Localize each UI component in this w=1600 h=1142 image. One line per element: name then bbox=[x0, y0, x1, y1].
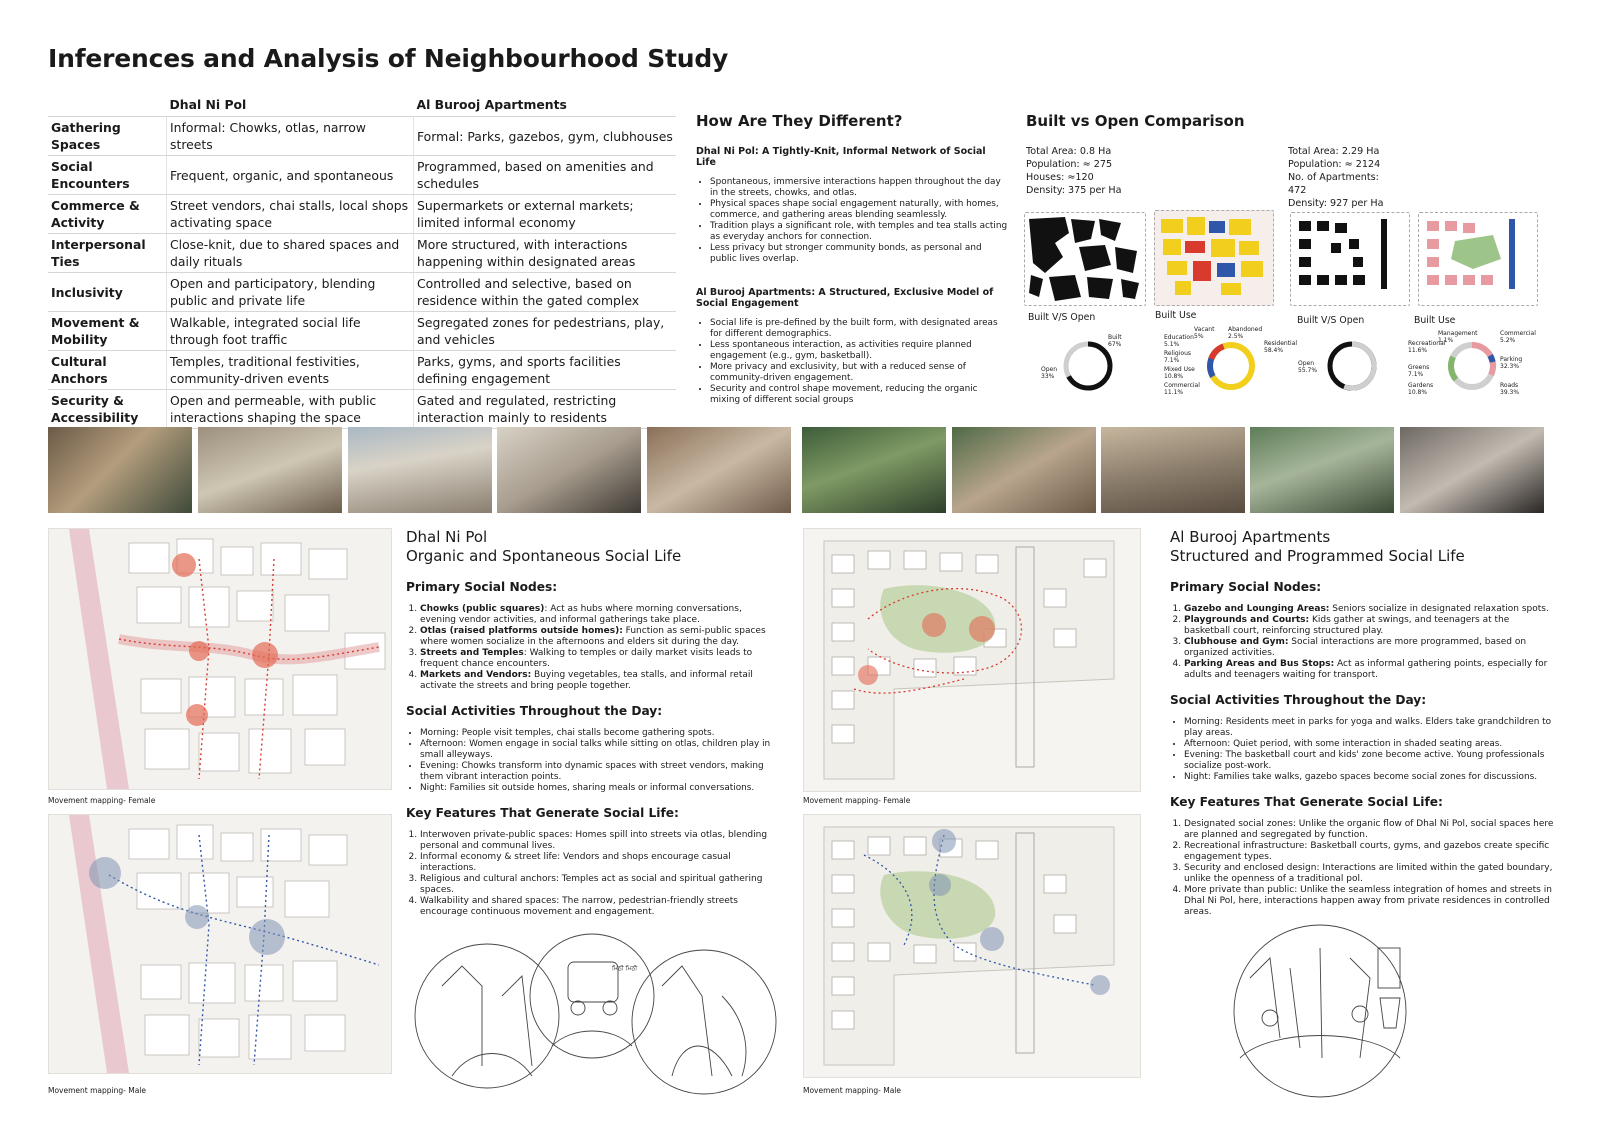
list-item: 1. Designated social zones: Unlike the organic flow of Dhal Ni Pol, social spaces here are planned and segregated by function. bbox=[1184, 819, 1554, 841]
list-item: 4. More private than public: Unlike the seamless integration of homes and streets in Dhal Ni Pol, here, interactions happen away from private residences in controlled areas. bbox=[1184, 885, 1554, 918]
stat-apartments-count: 472 bbox=[1288, 185, 1307, 196]
list-item: 2. Informal economy & street life: Vendors and shops encourage casual interactions. bbox=[420, 852, 776, 874]
node-desc: Seniors socialize in designated relaxation spots. bbox=[1329, 604, 1549, 614]
table-header-dhal: Dhal Ni Pol bbox=[167, 92, 414, 117]
dhal-nodes-list bbox=[406, 604, 776, 692]
photo-otla-elders bbox=[647, 427, 791, 513]
cell-burooj: More structured, with interactions happening within designated areas bbox=[414, 234, 677, 273]
row-label: Inclusivity bbox=[48, 273, 167, 312]
list-item: • More privacy and exclusivity, but with a reduced sense of community-driven engagement. bbox=[710, 362, 1008, 384]
node-term: Markets and Vendors: bbox=[420, 670, 532, 680]
table-row bbox=[48, 312, 676, 351]
photo-pol-houses bbox=[198, 427, 342, 513]
list-item: 2. Recreational infrastructure: Basketball courts, gyms, and gazebos create specific engagement types. bbox=[1184, 841, 1554, 863]
cell-dhal: Open and permeable, with public interactions shaping the space bbox=[167, 390, 414, 429]
comparison-table bbox=[48, 92, 676, 429]
dhal-built-pct: Built 67% bbox=[1108, 334, 1122, 348]
cell-burooj: Controlled and selective, based on residence within the gated complex bbox=[414, 273, 677, 312]
burooj-subheading: Al Burooj Apartments: A Structured, Exclusive Model of Social Engagement bbox=[696, 287, 994, 309]
use-greens: Greens 7.1% bbox=[1408, 364, 1430, 378]
table-row bbox=[48, 273, 676, 312]
use-commercial: Commercial 11.1% bbox=[1164, 382, 1200, 396]
stat-houses: Houses: ≈120 bbox=[1026, 172, 1094, 183]
dhal-male-movement-map bbox=[48, 814, 392, 1074]
photo-chowk bbox=[348, 427, 492, 513]
dhal-text-panel bbox=[406, 528, 776, 918]
cell-burooj: Formal: Parks, gazebos, gym, clubhouses bbox=[414, 117, 677, 156]
burooj-subtitle: Structured and Programmed Social Life bbox=[1170, 547, 1465, 565]
dhal-title: Dhal Ni Pol bbox=[406, 528, 488, 546]
list-item bbox=[420, 648, 776, 670]
row-label: Gathering Spaces bbox=[48, 117, 167, 156]
list-item bbox=[420, 670, 776, 692]
use-vacant: Vacant 5% bbox=[1194, 326, 1215, 340]
sketch-sign: ਮਿਠੀ ਮਿਠੀ bbox=[612, 965, 638, 972]
burooj-built-open-donut bbox=[1324, 338, 1380, 394]
burooj-figure-ground-map bbox=[1290, 212, 1410, 306]
list-item: • Social life is pre-defined by the built form, with designated areas for different demographics. bbox=[710, 318, 1008, 340]
cell-dhal: Informal: Chowks, otlas, narrow streets bbox=[167, 117, 414, 156]
table-header-blank bbox=[48, 92, 167, 117]
node-term: Chowks (public squares) bbox=[420, 604, 545, 614]
burooj-nodes-heading: Primary Social Nodes: bbox=[1170, 580, 1322, 594]
cell-burooj: Segregated zones for pedestrians, play, and vehicles bbox=[414, 312, 677, 351]
use-mixed: Mixed Use 10.8% bbox=[1164, 366, 1195, 380]
node-desc: Act as informal gathering points, especially for adults and teenagers waiting for transport. bbox=[1184, 659, 1548, 680]
burooj-male-movement-map bbox=[803, 814, 1141, 1078]
dhal-open-pct: Open 33% bbox=[1041, 366, 1058, 380]
list-item: • Evening: The basketball court and kids' zone become active. Young professionals socialize post-work. bbox=[1184, 750, 1554, 772]
cell-dhal: Close-knit, due to shared spaces and daily rituals bbox=[167, 234, 414, 273]
list-item: • Night: Families sit outside homes, sharing meals or informal conversations. bbox=[420, 783, 776, 794]
row-label: Interpersonal Ties bbox=[48, 234, 167, 273]
list-item: • Evening: Chowks transform into dynamic spaces with street vendors, making them vibrant interaction points. bbox=[420, 761, 776, 783]
list-item bbox=[1184, 604, 1554, 615]
list-item: • Physical spaces shape social engagement naturally, with homes, commerce, and gathering areas blending seamlessly. bbox=[710, 199, 1008, 221]
burooj-built-use-map bbox=[1418, 212, 1538, 306]
burooj-built-use-donut bbox=[1444, 338, 1500, 394]
cell-burooj: Programmed, based on amenities and schedules bbox=[414, 156, 677, 195]
row-label: Security & Accessibility bbox=[48, 390, 167, 429]
photo-gathering bbox=[952, 427, 1096, 513]
row-label: Cultural Anchors bbox=[48, 351, 167, 390]
list-item: • Afternoon: Quiet period, with some interaction in shaded seating areas. bbox=[1184, 739, 1554, 750]
row-label: Social Encounters bbox=[48, 156, 167, 195]
use-parking: Parking 32.3% bbox=[1500, 356, 1523, 370]
burooj-title: Al Burooj Apartments bbox=[1170, 528, 1331, 546]
burooj-female-caption: Movement mapping- Female bbox=[803, 796, 911, 805]
dhal-builtopen-label: Built V/S Open bbox=[1028, 312, 1096, 323]
difference-heading: How Are They Different? bbox=[696, 112, 903, 130]
dhal-female-movement-map bbox=[48, 528, 392, 790]
use-abandoned: Abandoned 2.5% bbox=[1228, 326, 1263, 340]
use-religious: Religious 7.1% bbox=[1164, 350, 1191, 364]
list-item: 1. Interwoven private-public spaces: Homes spill into streets via otlas, blending personal and communal lives. bbox=[420, 830, 776, 852]
node-desc: Buying vegetables, tea stalls, and informal retail activate the streets and bring people together. bbox=[420, 670, 753, 691]
node-term: Playgrounds and Courts: bbox=[1184, 615, 1310, 625]
node-desc: : Walking to temples or daily market visits leads to frequent chance encounters. bbox=[420, 648, 753, 669]
dhal-keys-heading: Key Features That Generate Social Life: bbox=[406, 806, 679, 820]
node-desc: Function as semi-public spaces where women socialize in the afternoons and elders sit during the day. bbox=[420, 626, 766, 647]
cell-dhal: Street vendors, chai stalls, local shops activating space bbox=[167, 195, 414, 234]
cell-dhal: Open and participatory, blending public and private life bbox=[167, 273, 414, 312]
stat-apartments: No. of Apartments: bbox=[1288, 172, 1379, 183]
dhal-builtuse-label: Built Use bbox=[1155, 310, 1197, 321]
dhal-male-caption: Movement mapping- Male bbox=[48, 1086, 146, 1095]
cell-burooj: Parks, gyms, and sports facilities defining engagement bbox=[414, 351, 677, 390]
row-label: Movement & Mobility bbox=[48, 312, 167, 351]
list-item bbox=[1184, 659, 1554, 681]
cell-dhal: Temples, traditional festivities, community-driven events bbox=[167, 351, 414, 390]
node-desc: : Act as hubs where morning conversations, evening vendor activities, and informal gatherings take place. bbox=[420, 604, 742, 625]
list-item: • Tradition plays a significant role, with temples and tea stalls acting as everyday anchors for connection. bbox=[710, 221, 1008, 243]
burooj-male-caption: Movement mapping- Male bbox=[803, 1086, 901, 1095]
burooj-activities-heading: Social Activities Throughout the Day: bbox=[1170, 693, 1427, 707]
photo-doorway bbox=[497, 427, 641, 513]
dhal-stats bbox=[1026, 145, 1122, 197]
node-term: Parking Areas and Bus Stops: bbox=[1184, 659, 1335, 669]
list-item bbox=[1184, 615, 1554, 637]
node-term: Clubhouse and Gym: bbox=[1184, 637, 1289, 647]
use-roads: Roads 39.3% bbox=[1500, 382, 1520, 396]
node-term: Otlas (raised platforms outside homes): bbox=[420, 626, 623, 636]
photo-tower-event bbox=[1101, 427, 1245, 513]
photo-garden bbox=[1250, 427, 1394, 513]
stat-area: Total Area: 2.29 Ha bbox=[1288, 146, 1380, 157]
built-open-heading: Built vs Open Comparison bbox=[1026, 112, 1245, 130]
stat-area: Total Area: 0.8 Ha bbox=[1026, 146, 1112, 157]
dhal-keys-list bbox=[406, 830, 776, 918]
use-education: Education 5.1% bbox=[1164, 334, 1194, 348]
burooj-keys-list bbox=[1170, 819, 1554, 918]
list-item: 3. Security and enclosed design: Interactions are limited within the gated boundary, unlike the openness of a traditional pol. bbox=[1184, 863, 1554, 885]
use-recreational: Recreational 11.6% bbox=[1408, 340, 1446, 354]
cell-burooj: Supermarkets or external markets; limited informal economy bbox=[414, 195, 677, 234]
use-residential: Residential 58.4% bbox=[1264, 340, 1298, 354]
dhal-nodes-heading: Primary Social Nodes: bbox=[406, 580, 558, 594]
table-row bbox=[48, 351, 676, 390]
page-title: Inferences and Analysis of Neighbourhood Study bbox=[48, 44, 729, 73]
list-item: • Security and control shape movement, reducing the organic mixing of different social groups bbox=[710, 384, 1008, 406]
stat-population: Population: ≈ 275 bbox=[1026, 159, 1113, 170]
burooj-female-movement-map bbox=[803, 528, 1141, 792]
burooj-builtuse-label: Built Use bbox=[1414, 315, 1456, 326]
dhal-points bbox=[696, 177, 1008, 265]
use-gardens: Gardens 10.8% bbox=[1408, 382, 1434, 396]
burooj-activities-list bbox=[1170, 717, 1554, 783]
photo-park-seating bbox=[802, 427, 946, 513]
list-item: 3. Religious and cultural anchors: Temples act as social and spiritual gathering spaces. bbox=[420, 874, 776, 896]
dhal-subheading: Dhal Ni Pol: A Tightly-Knit, Informal Network of Social Life bbox=[696, 146, 986, 168]
list-item: • Less privacy but stronger community bonds, as personal and public lives overlap. bbox=[710, 243, 1008, 265]
node-desc: Kids gather at swings, and teenagers at the basketball court, reinforcing structured play. bbox=[1184, 615, 1510, 636]
burooj-open-pct: Open 55.7% bbox=[1298, 360, 1318, 374]
table-row bbox=[48, 117, 676, 156]
list-item: • Afternoon: Women engage in social talks while sitting on otlas, children play in small alleyways. bbox=[420, 739, 776, 761]
list-item bbox=[1184, 637, 1554, 659]
photo-carrom bbox=[1400, 427, 1544, 513]
table-header-burooj: Al Burooj Apartments bbox=[414, 92, 677, 117]
table-row bbox=[48, 195, 676, 234]
dhal-built-use-map bbox=[1154, 210, 1274, 306]
dhal-activities-list bbox=[406, 728, 776, 794]
cell-burooj: Gated and regulated, restricting interaction mainly to residents bbox=[414, 390, 677, 429]
burooj-nodes-list bbox=[1170, 604, 1554, 681]
dhal-subtitle: Organic and Spontaneous Social Life bbox=[406, 547, 682, 565]
row-label: Commerce & Activity bbox=[48, 195, 167, 234]
list-item: • Night: Families take walks, gazebo spaces become social zones for discussions. bbox=[1184, 772, 1554, 783]
burooj-keys-heading: Key Features That Generate Social Life: bbox=[1170, 795, 1443, 809]
node-desc: Social interactions are more programmed, based on organized activities. bbox=[1184, 637, 1527, 658]
stat-population: Population: ≈ 2124 bbox=[1288, 159, 1381, 170]
table-row bbox=[48, 234, 676, 273]
stat-density: Density: 375 per Ha bbox=[1026, 185, 1122, 196]
difference-section bbox=[696, 112, 1008, 406]
dhal-built-use-donut bbox=[1203, 338, 1259, 394]
node-term: Streets and Temples bbox=[420, 648, 524, 658]
list-item: • Spontaneous, immersive interactions happen throughout the day in the streets, chowks, and otlas. bbox=[710, 177, 1008, 199]
stat-density: Density: 927 per Ha bbox=[1288, 198, 1384, 209]
photo-street-stall bbox=[48, 427, 192, 513]
node-term: Gazebo and Lounging Areas: bbox=[1184, 604, 1330, 614]
cell-dhal: Frequent, organic, and spontaneous bbox=[167, 156, 414, 195]
list-item: • Morning: Residents meet in parks for yoga and walks. Elders take grandchildren to play areas. bbox=[1184, 717, 1554, 739]
use-commercial-b: Commercial 5.2% bbox=[1500, 330, 1536, 344]
burooj-points bbox=[696, 318, 1008, 406]
burooj-stats bbox=[1288, 145, 1384, 210]
dhal-activities-heading: Social Activities Throughout the Day: bbox=[406, 704, 663, 718]
burooj-text-panel bbox=[1170, 528, 1554, 918]
table-row bbox=[48, 390, 676, 429]
burooj-builtopen-label: Built V/S Open bbox=[1297, 315, 1365, 326]
list-item bbox=[420, 604, 776, 626]
table-header-row bbox=[48, 92, 676, 117]
list-item: 4. Walkability and shared spaces: The narrow, pedestrian-friendly streets encourage continuous movement and engagement. bbox=[420, 896, 776, 918]
cell-dhal: Walkable, integrated social life through foot traffic bbox=[167, 312, 414, 351]
use-management: Management 1.1% bbox=[1438, 330, 1478, 344]
list-item bbox=[420, 626, 776, 648]
list-item: • Less spontaneous interaction, as activities require planned engagement (e.g., gym, basketball). bbox=[710, 340, 1008, 362]
list-item: • Morning: People visit temples, chai stalls become gathering spots. bbox=[420, 728, 776, 739]
table-row bbox=[48, 156, 676, 195]
dhal-figure-ground-map bbox=[1024, 212, 1146, 306]
burooj-park-sketch bbox=[1210, 918, 1430, 1104]
dhal-street-sketch bbox=[412, 926, 782, 1106]
dhal-female-caption: Movement mapping- Female bbox=[48, 796, 156, 805]
